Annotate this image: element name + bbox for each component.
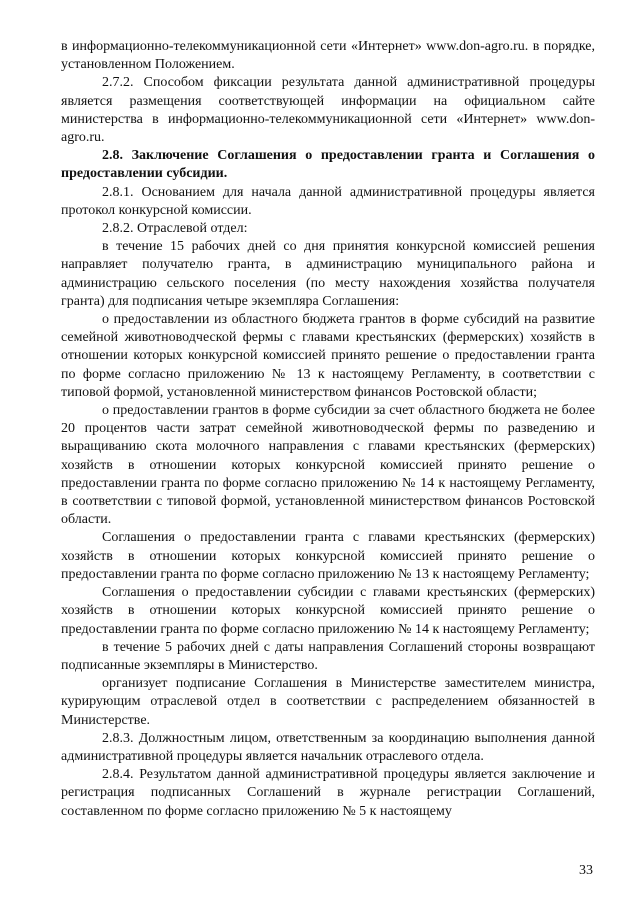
paragraph: в информационно-телекоммуникационной сети «Интернет» www.don-agro.ru. в порядке, установленном Положением. (61, 39, 595, 73)
body-text (61, 38, 595, 821)
paragraph: 2.8.2. Отраслевой отдел: (102, 221, 248, 237)
paragraph: 2.8.1. Основанием для начала данной административной процедуры является протокол конкурсной комиссии. (61, 184, 595, 218)
paragraph: 2.7.2. Способом фиксации результата данной административной процедуры является размещения соответствующей информации на официальном сайте министерства в информационно-телекоммуникационной сети «Интернет» www.don-agro.ru. (61, 75, 595, 146)
paragraph: в течение 15 рабочих дней со дня принятия конкурсной комиссией решения направляет получателю гранта, в администрацию муниципального района и администрацию сельского поселения (по месту нахождения хозяйства получателя гранта) для подписания четыре экземпляра Соглашения: (61, 239, 595, 309)
section-heading: 2.8. Заключение Соглашения о предоставлении гранта и Соглашения о предоставлении субсидии. (61, 148, 595, 182)
paragraph: 2.8.4. Результатом данной административной процедуры является заключение и регистрация подписанных Соглашений в журнале регистрации Соглашений, составленном по форме согласно приложению № 5 к настоящему (61, 767, 595, 819)
paragraph: о предоставлении грантов в форме субсидии за счет областного бюджета не более 20 процентов части затрат семейной животноводческой фермы по разведению и выращиванию скота молочного направления с главами крестьянских (фермерских) хозяйств в отношении которых конкурсной комиссией принято решение о предоставлении гранта по форме согласно приложению № 14 к настоящему Регламенту, в соответствии с типовой формой, установленной министерством финансов Ростовской области. (61, 403, 595, 528)
paragraph: в течение 5 рабочих дней с даты направления Соглашений стороны возвращают подписанные экземпляры в Министерство. (61, 639, 595, 673)
paragraph: Соглашения о предоставлении гранта с главами крестьянских (фермерских) хозяйств в отношении которых конкурсной комиссией принято решение о предоставлении гранта по форме согласно приложению № 13 к настоящему Регламенту; (61, 530, 595, 582)
page-number: 33 (579, 863, 593, 878)
paragraph: о предоставлении из областного бюджета грантов в форме субсидий на развитие семейной животноводческой фермы с главами крестьянских (фермерских) хозяйств в отношении которых конкурсной комиссией принято решение о предоставлении гранта по форме согласно приложению № 13 к настоящему Регламенту, в соответствии с типовой формой, установленной министерством финансов Ростовской области; (61, 312, 595, 400)
paragraph: организует подписание Соглашения в Министерстве заместителем министра, курирующим отраслевой отдел в соответствии с распределением обязанностей в Министерстве. (61, 676, 595, 728)
paragraph: Соглашения о предоставлении субсидии с главами крестьянских (фермерских) хозяйств в отношении которых конкурсной комиссией принято решение о предоставлении гранта по форме согласно приложению № 14 к настоящему Регламенту; (61, 585, 595, 637)
paragraph: 2.8.3. Должностным лицом, ответственным за координацию выполнения данной административной процедуры является начальник отраслевого отдела. (61, 730, 595, 764)
